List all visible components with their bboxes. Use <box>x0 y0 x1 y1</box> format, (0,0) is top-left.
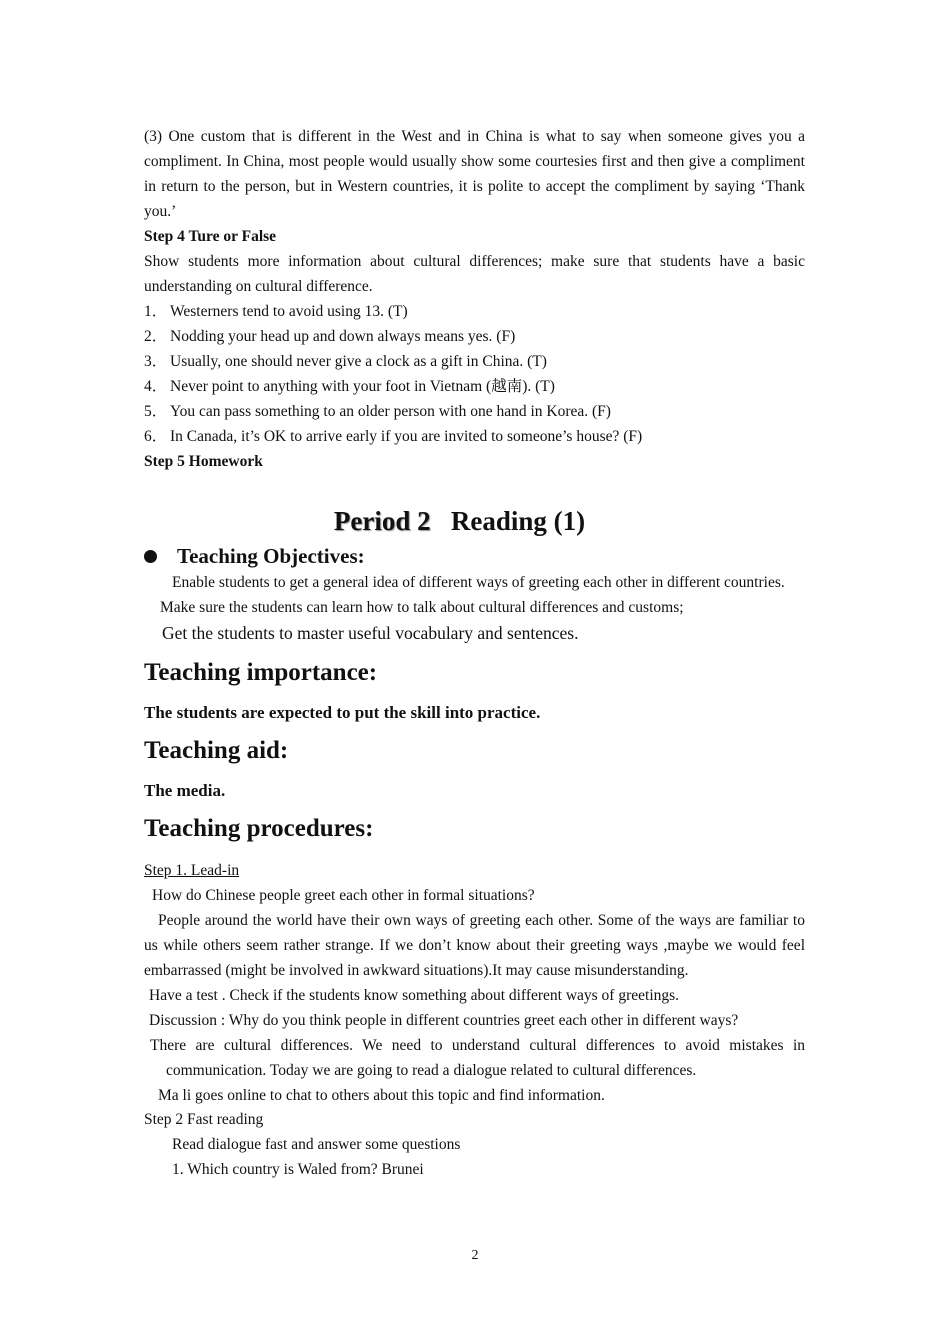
document-page <box>144 124 805 1182</box>
procedures-heading: Teaching procedures: <box>144 815 374 842</box>
step2-question: 1. Which country is Waled from? Brunei <box>172 1161 424 1178</box>
importance-text: The students are expected to put the skill into practice. <box>144 703 541 722</box>
leadin-paragraph: People around the world have their own ways of greeting each other. Some of the ways are familiar to us while others seem rather strange. If we don’t know about their greeting ways ,maybe we would feel embarrassed (might be involved in awkward situations).It may cause misunderstanding. <box>144 912 805 979</box>
step4-heading: Step 4 Ture or False <box>144 228 277 245</box>
test-line: Have a test . Check if the students know something about different ways of greetings. <box>149 987 680 1004</box>
importance-heading: Teaching importance: <box>144 659 378 686</box>
step1-heading: Step 1. Lead-in <box>144 862 240 879</box>
leadin-question: How do Chinese people greet each other in formal situations? <box>152 887 535 904</box>
bullet-icon <box>144 550 157 563</box>
true-false-list <box>144 299 805 449</box>
step2-instruction: Read dialogue fast and answer some questions <box>172 1136 461 1153</box>
list-item: 1． Westerners tend to avoid using 13. (T) <box>144 303 408 320</box>
objective-line: Make sure the students can learn how to talk about cultural differences and customs; <box>160 599 684 616</box>
aid-heading: Teaching aid: <box>144 737 289 764</box>
page-number: 2 <box>471 1248 479 1263</box>
list-item: 6． In Canada, it’s OK to arrive early if you are invited to someone’s house? (F) <box>144 428 643 445</box>
period-title <box>144 504 805 538</box>
objective-line: Get the students to master useful vocabulary and sentences. <box>162 623 579 643</box>
objective-line: Enable students to get a general idea of different ways of greeting each other in different countries. <box>172 574 785 591</box>
step5-heading: Step 5 Homework <box>144 453 263 470</box>
period-subtitle: Reading (1) <box>450 506 586 536</box>
period-label: Period 2 <box>333 506 431 536</box>
discussion-line: Discussion : Why do you think people in different countries greet each other in different ways? <box>149 1012 739 1029</box>
step4-description: Show students more information about cultural differences; make sure that students have a basic understanding on cultural difference. <box>144 253 805 295</box>
objectives-heading: Teaching Objectives: <box>144 542 805 570</box>
cultural-line: There are cultural differences. We need to understand cultural differences to avoid mistakes in communication. Today we are going to read a dialogue related to cultural differences. <box>150 1037 805 1079</box>
list-item: 2． Nodding your head up and down always means yes. (F) <box>144 328 516 345</box>
list-item: 3． Usually, one should never give a clock as a gift in China. (T) <box>144 353 547 370</box>
intro-paragraph: (3) One custom that is different in the West and in China is what to say when someone gives you a compliment. In China, most people would usually show some courtesies first and then give a compliment in return to the person, but in Western countries, it is polite to accept the compliment by saying ‘Thank you.’ <box>144 128 805 220</box>
list-item: 4． Never point to anything with your foot in Vietnam (越南). (T) <box>144 378 555 395</box>
aid-text: The media. <box>144 781 226 800</box>
list-item: 5． You can pass something to an older person with one hand in Korea. (F) <box>144 403 611 420</box>
mali-line: Ma li goes online to chat to others about this topic and find information. <box>158 1087 605 1104</box>
step2-heading: Step 2 Fast reading <box>144 1111 264 1128</box>
